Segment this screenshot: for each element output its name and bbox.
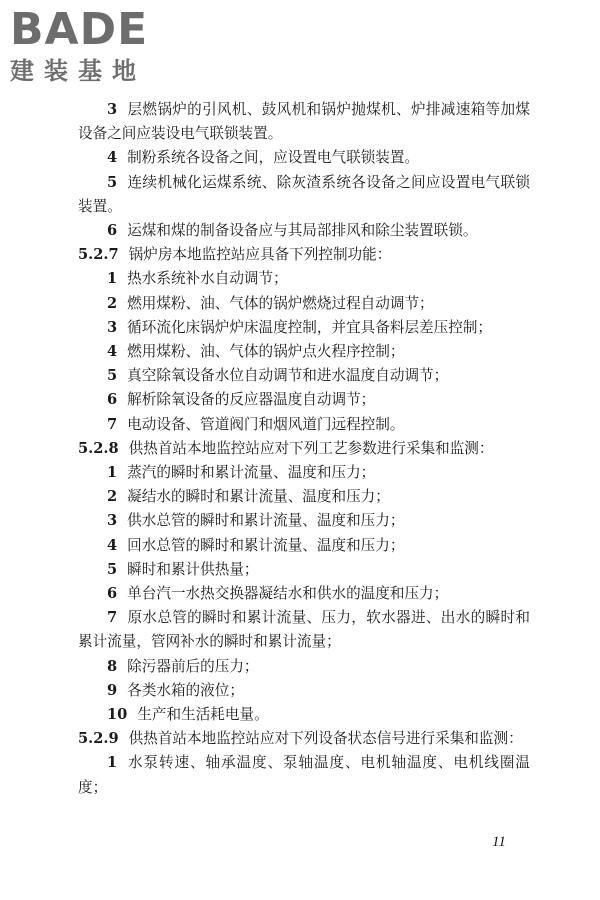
list-item [78,292,530,316]
item-number: 5 [107,560,118,578]
list-item [78,679,530,703]
item-number: 1 [107,464,118,482]
list-item [78,558,530,582]
list-item [78,655,530,679]
paragraph-text: 连续机械化运煤系统、除灰渣系统各设备之间应设置电气联锁装置。 [78,173,530,215]
clause-number: 5.2.9 [78,730,119,748]
paragraph-text: 瞬时和累计供热量； [127,560,259,578]
clause-paragraph [78,727,530,751]
paragraph-text: 真空除氧设备水位自动调节和进水温度自动调节； [127,367,449,385]
clause-paragraph [78,243,530,267]
clause-paragraph [78,437,530,461]
item-number: 1 [107,270,118,288]
list-item [78,219,530,243]
logo-subtitle: 建装基地 [10,57,146,85]
paragraph-text: 燃用煤粉、油、气体的锅炉燃烧过程自动调节； [127,294,434,312]
paragraph-text: 电动设备、管道阀门和烟风道门远程控制。 [127,415,405,433]
item-number: 10 [107,706,128,724]
paragraph-text: 除污器前后的压力； [127,657,259,675]
list-item [78,364,530,388]
list-item [78,98,530,146]
paragraph-text: 各类水箱的液位； [127,681,244,699]
list-item [78,485,530,509]
bade-logo [10,6,180,86]
paragraph-text: 运煤和煤的制备设备应与其局部排风和除尘装置联锁。 [127,222,478,240]
item-number: 1 [107,754,118,772]
item-number: 4 [107,536,118,554]
clause-number: 5.2.8 [78,439,119,457]
item-number: 2 [107,294,118,312]
list-item [78,461,530,485]
paragraph-text: 层燃锅炉的引风机、鼓风机和锅炉抛煤机、炉排减速箱等加煤设备之间应装设电气联锁装置。 [78,101,530,143]
paragraph-text: 锅炉房本地监控站应具备下列控制功能： [128,246,392,264]
item-number: 7 [107,609,118,627]
item-number: 4 [107,149,118,167]
item-number: 3 [107,512,118,530]
paragraph-text: 供热首站本地监控站应对下列工艺参数进行采集和监测： [128,439,494,457]
list-item [78,751,530,799]
paragraph-text: 燃用煤粉、油、气体的锅炉点火程序控制； [127,343,405,361]
paragraph-text: 供水总管的瞬时和累计流量、温度和压力； [127,512,405,530]
item-number: 3 [107,318,118,336]
item-number: 4 [107,343,118,361]
item-number: 3 [107,101,118,118]
paragraph-text: 原水总管的瞬时和累计流量、压力，软水器进、出水的瞬时和累计流量，管网补水的瞬时和累计流量； [78,609,530,651]
paragraph-text: 蒸汽的瞬时和累计流量、温度和压力； [127,464,376,482]
list-item [78,509,530,533]
paragraph-text: 回水总管的瞬时和累计流量、温度和压力； [127,536,405,554]
item-number: 6 [107,222,118,240]
item-number: 7 [107,415,118,433]
list-item [78,146,530,170]
document-body [78,98,530,800]
paragraph-text: 供热首站本地监控站应对下列设备状态信号进行采集和监测： [128,730,523,748]
list-item [78,171,530,219]
item-number: 8 [107,657,118,675]
list-item [78,316,530,340]
item-number: 6 [107,585,118,603]
paragraph-text: 水泵转速、轴承温度、泵轴温度、电机轴温度、电机线圈温度； [78,754,530,796]
item-number: 9 [107,681,118,699]
paragraph-text: 热水系统补水自动调节； [127,270,288,288]
item-number: 5 [107,367,118,385]
list-item [78,413,530,437]
page-number: 11 [492,834,506,850]
item-number: 5 [107,173,118,191]
list-item [78,582,530,606]
paragraph-text: 制粉系统各设备之间，应设置电气联锁装置。 [127,149,420,167]
paragraph-text: 生产和生活耗电量。 [137,706,269,724]
paragraph-text: 循环流化床锅炉炉床温度控制，并宜具备料层差压控制； [127,318,493,336]
list-item [78,388,530,412]
paragraph-text: 凝结水的瞬时和累计流量、温度和压力； [127,488,390,506]
item-number: 2 [107,488,118,506]
list-item [78,606,530,654]
logo-brand: BADE [10,4,149,55]
list-item [78,703,530,727]
item-number: 6 [107,391,118,409]
paragraph-text: 单台汽一水热交换器凝结水和供水的温度和压力； [127,585,449,603]
paragraph-text: 解析除氧设备的反应器温度自动调节； [127,391,376,409]
list-item [78,267,530,291]
clause-number: 5.2.7 [78,246,119,264]
list-item [78,340,530,364]
list-item [78,534,530,558]
